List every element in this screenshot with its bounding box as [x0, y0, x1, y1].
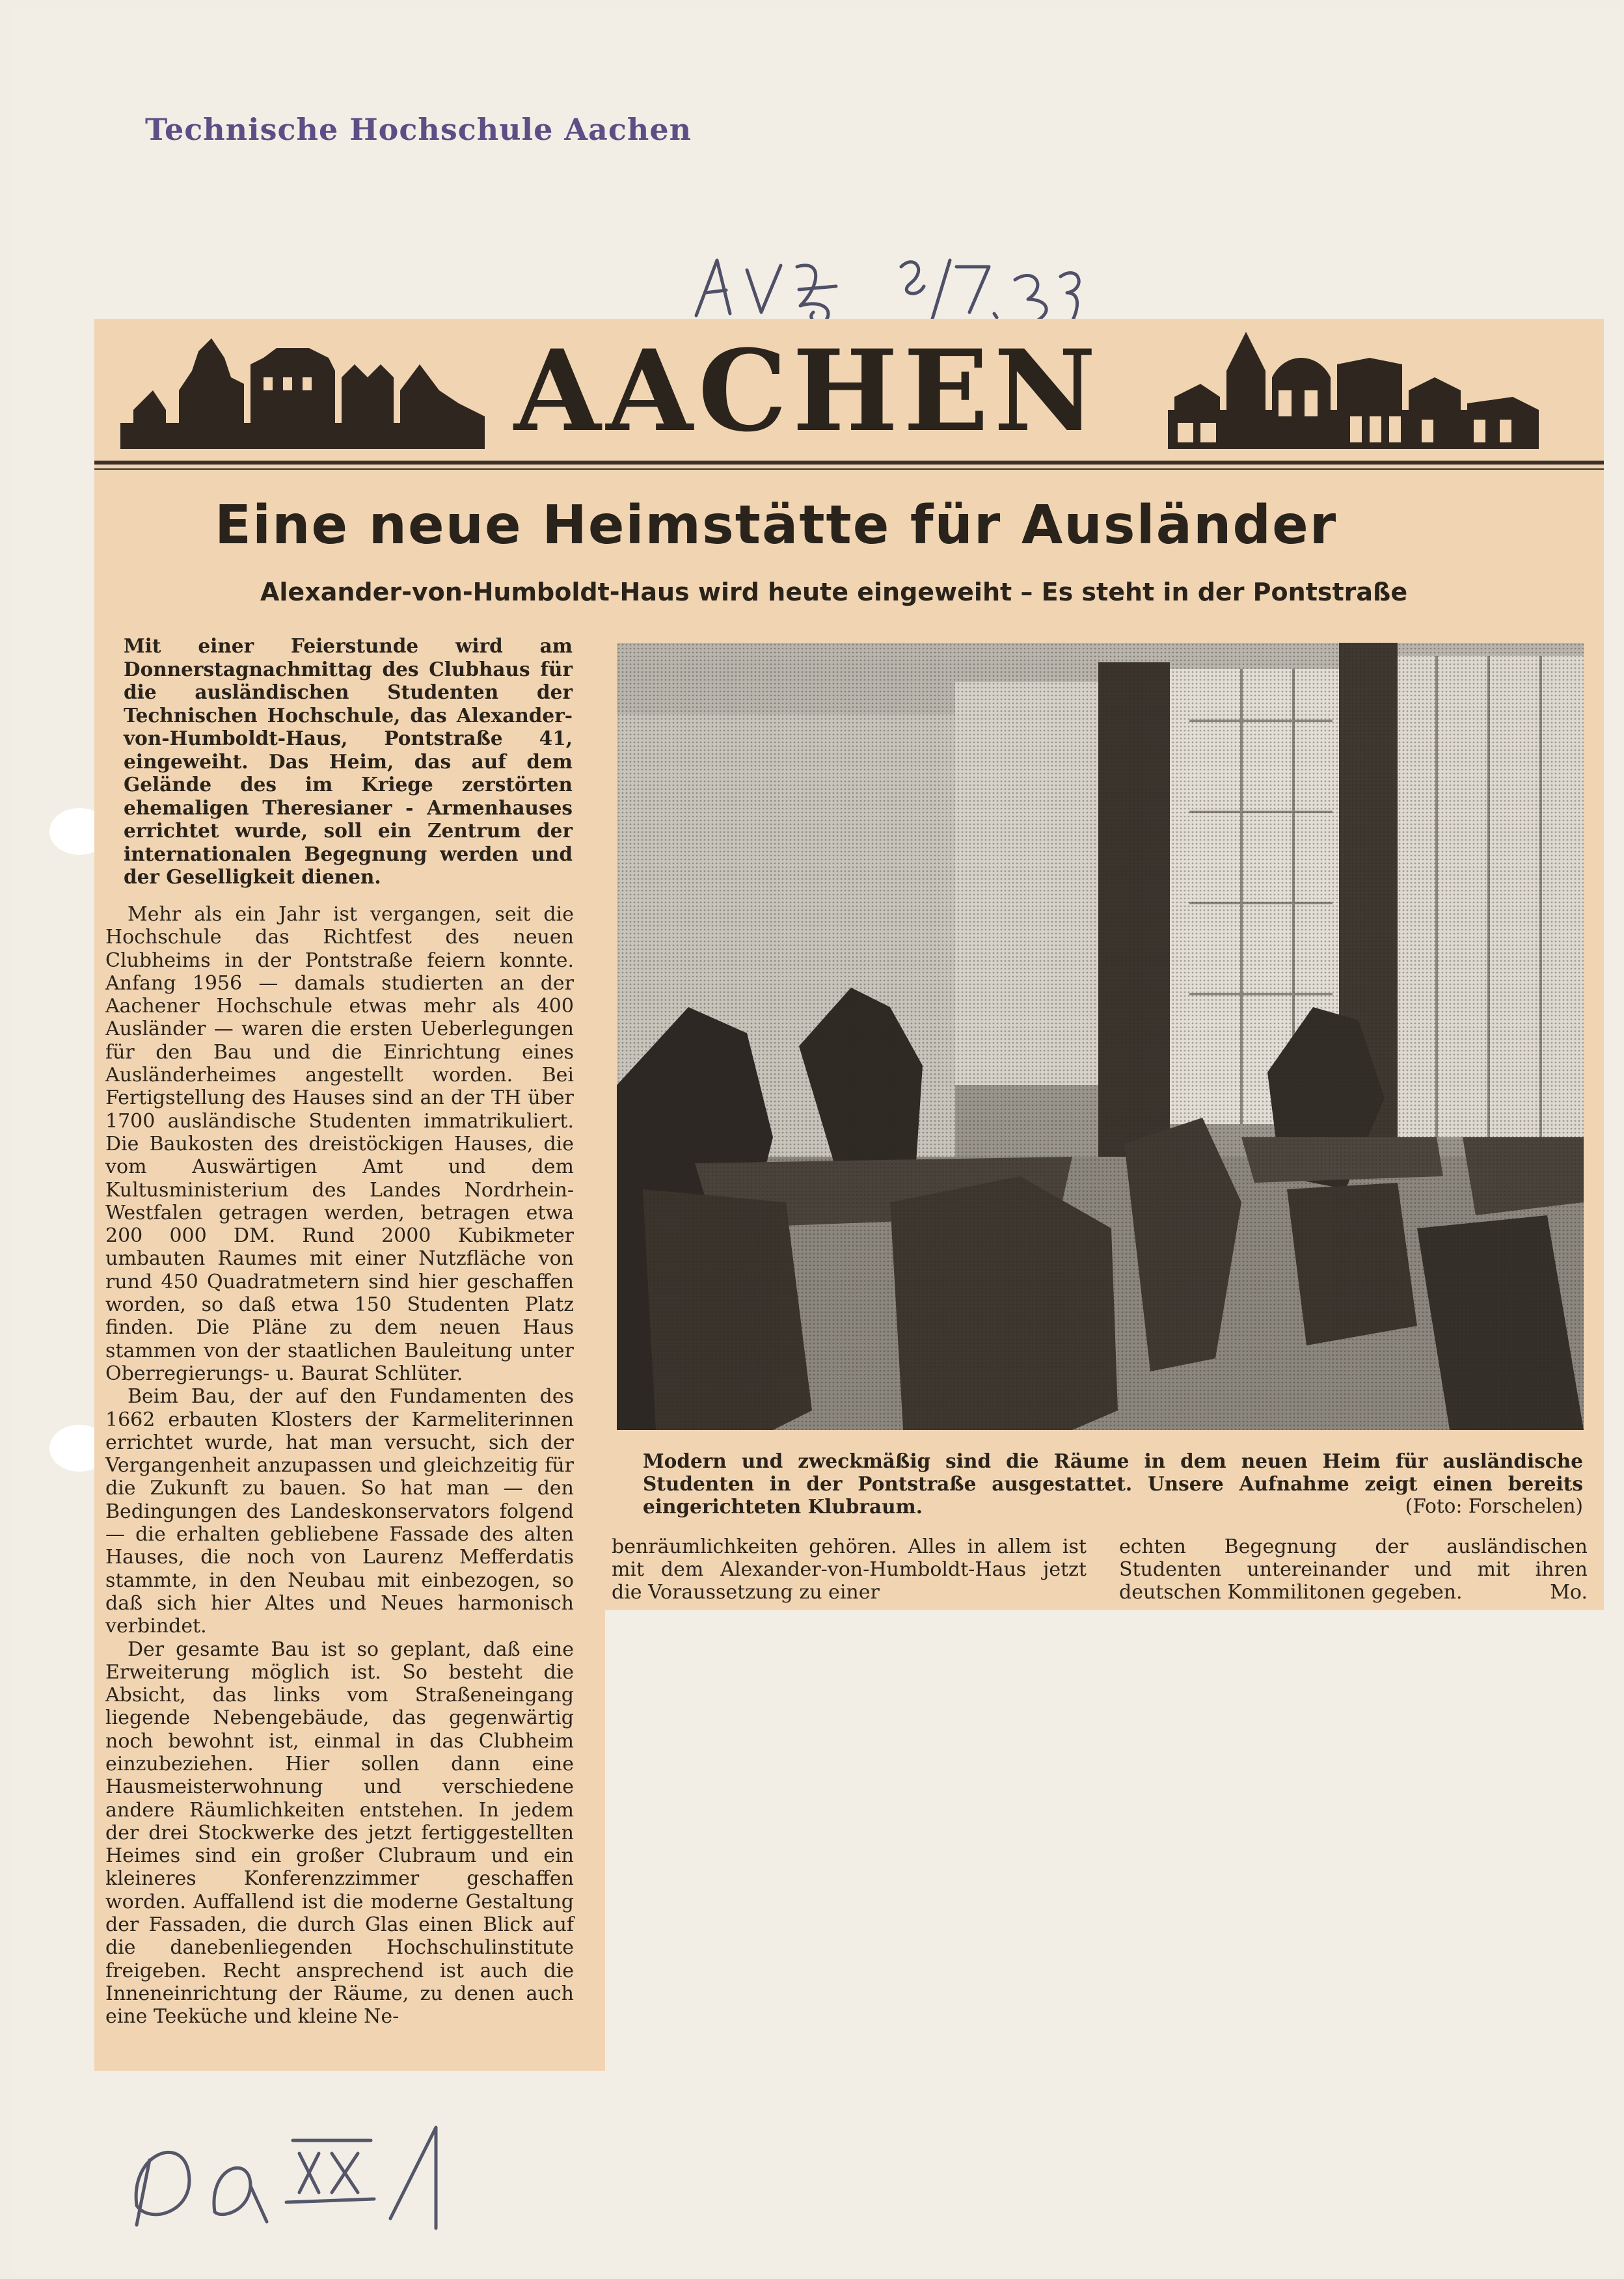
- masthead-rule: [94, 461, 1604, 465]
- photo-caption-text: Modern und zweckmäßig sind die Räume in dem neuen Heim für ausländische Studenten in der Pontstraße ausgestattet. Unsere Aufnahme zeigt einen bereits eingerichteten Klubraum.: [643, 1450, 1583, 1518]
- masthead-rule-thin: [94, 468, 1604, 470]
- article-author: Mo.: [1550, 1581, 1588, 1604]
- archive-stamp: Technische Hochschule Aachen: [145, 112, 692, 147]
- article-paragraph: Beim Bau, der auf den Fundamenten des 1662 erbauten Klosters der Karmeliterinnen errichtet wurde, hat man versucht, sich der Vergangenheit anzupassen und gleichzeitig für die Zukunft zu bauen. So hat man — den Bedingungen des Landeskonservators folgend — die erhalten gebliebene Fassade des alten Hauses, die noch von Laurenz Mefferdatis stammte, in den Neubau mit einbezogen, so daß sich hier Altes und Neues harmonisch verbindet.: [105, 1385, 574, 1638]
- article-closing-text: echten Begegnung der ausländischen Studenten untereinander und mit ihren deutschen Kommilitonen gegeben.: [1119, 1535, 1588, 1604]
- photo-caption: [643, 1450, 1583, 1518]
- photo-credit: (Foto: Forschelen): [1405, 1495, 1583, 1517]
- article-body-left-column: [105, 903, 574, 2029]
- article-paragraph: Der gesamte Bau ist so geplant, daß eine Erweiterung möglich ist. So besteht die Absicht, das links vom Straßeneingang liegende Nebengebäude, das gegenwärtig noch bewohnt ist, einmal in das Clubheim einzubeziehen. Hier sollen dann eine Hausmeisterwohnung und verschiedene andere Räumlichkeiten entstehen. In jedem der drei Stockwerke des jetzt fertiggestellten Heimes sind ein großer Clubraum und ein kleineres Konferenzzimmer geschaffen worden. Auffallend ist die moderne Gestaltung der Fassaden, die durch Glas einen Blick auf die danebenliegenden Hochschulinstitute freigeben. Recht ansprechend ist auch die Inneneinrichtung der Räume, zu denen auch eine Teeküche und kleine Ne-: [105, 1638, 574, 2029]
- article-body-right-column: [1119, 1535, 1588, 1604]
- masthead-title: AACHEN: [514, 325, 1102, 457]
- article-paragraph: Mehr als ein Jahr ist vergangen, seit die Hochschule das Richtfest des neuen Clubheims in der Pontstraße feiern konnte. Anfang 1956 — damals studierten an der Aachener Hochschule etwas mehr als 400 Ausländer — waren die ersten Ueberlegungen für den Bau und die Einrichtung eines Ausländerheimes angestellt worden. Bei Fertigstellung des Hauses sind an der TH über 1700 ausländische Studenten immatrikuliert. Die Baukosten des dreistöckigen Hauses, die vom Auswärtigen Amt und dem Kultusministerium des Landes Nordrhein-Westfalen getragen werden, betragen etwa 200 000 DM. Rund 2000 Kubikmeter umbauten Raumes mit einer Nutzfläche von rund 450 Quadratmetern sind hier geschaffen worden, so daß etwa 150 Studenten Platz finden. Die Pläne zu dem neuen Haus stammen von der staatlichen Bauleitung unter Oberregierungs- u. Baurat Schlüter.: [105, 903, 574, 1385]
- clubroom-photo: [617, 643, 1584, 1430]
- article-subheadline: Alexander-von-Humboldt-Haus wird heute eingeweiht – Es steht in der Pontstraße: [260, 578, 1408, 606]
- article-lead: Mit einer Feierstunde wird am Donnerstagnachmittag des Clubhaus für die ausländischen Studenten der Technischen Hochschule, das Alexander-von-Humboldt-Haus, Pontstraße 41, eingeweiht. Das Heim, das auf dem Gelände des im Kriege zerstörten ehemaligen Theresianer - Armenhauses errichtet wurde, soll ein Zentrum der internationalen Begegnung werden und der Geselligkeit dienen.: [124, 634, 573, 888]
- clubroom-photo-drawing: [617, 643, 1584, 1430]
- article-headline: Eine neue Heimstätte für Ausländer: [215, 494, 1338, 556]
- article-body-middle-column: benräumlichkeiten gehören. Alles in allem ist mit dem Alexander-von-Humboldt-Haus jetzt die Voraussetzung zu einer: [612, 1535, 1087, 1604]
- handwritten-archive-code: [111, 2114, 475, 2245]
